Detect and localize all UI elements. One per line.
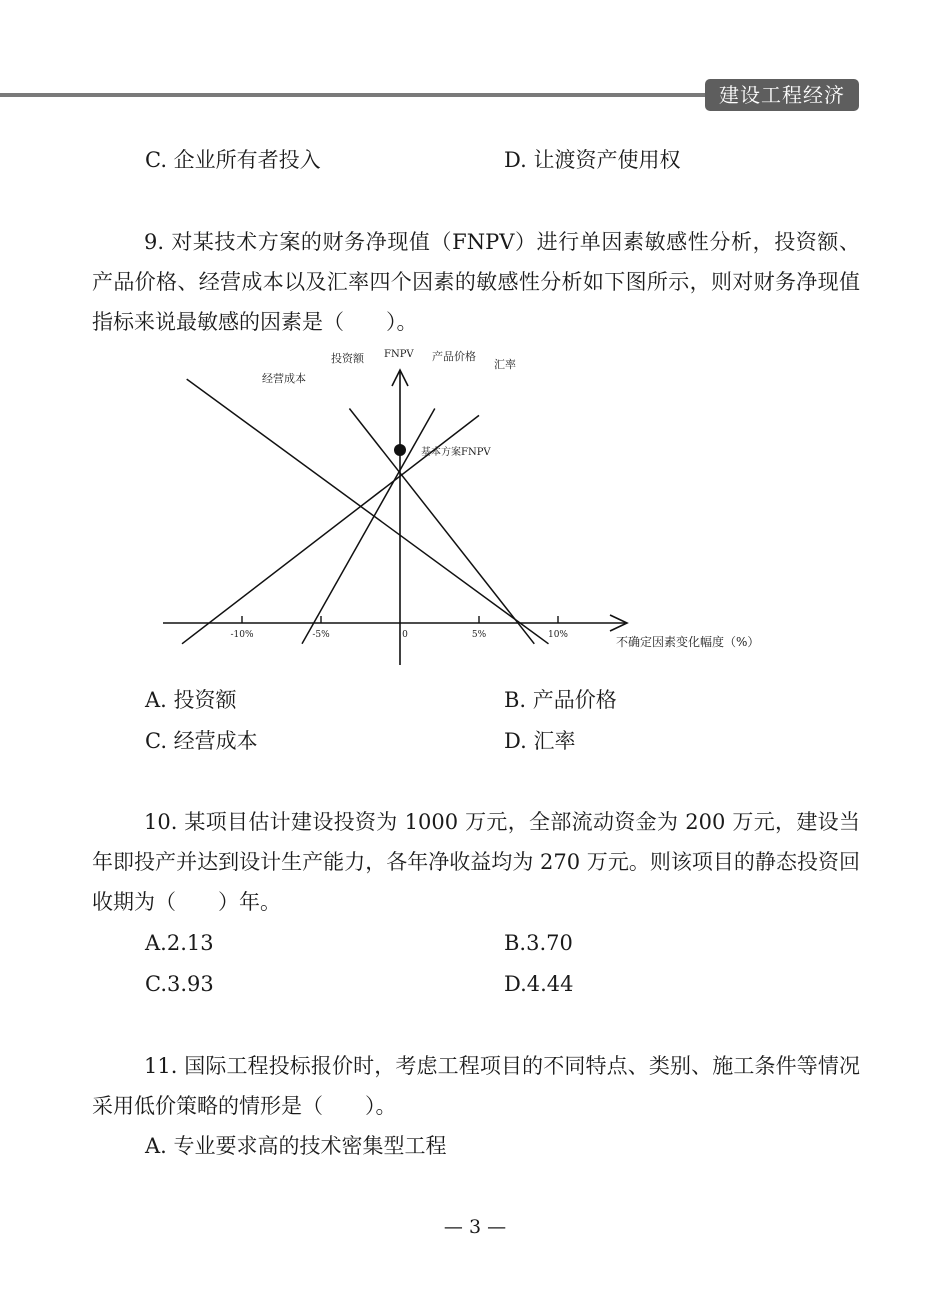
q10-option-d: D.4.44: [504, 972, 574, 996]
series-label-chanpin: 产品价格: [432, 350, 476, 363]
q11-question: 11. 国际工程投标报价时，考虑工程项目的不同特点、类别、施工条件等情况采用低价策略的情形是（ ）。: [92, 1054, 860, 1118]
q9-option-c: C. 经营成本: [145, 729, 258, 753]
base-point-label: 基本方案FNPV: [421, 447, 491, 458]
header-rule: [0, 93, 710, 97]
x-tick-label: 5%: [471, 630, 487, 640]
y-axis-label: FNPV: [384, 349, 414, 360]
x-tick-label: -10%: [230, 630, 254, 640]
q10-option-a: A.2.13: [145, 931, 214, 955]
q8-option-d: D. 让渡资产使用权: [504, 148, 681, 172]
q10-option-c: C.3.93: [145, 972, 214, 996]
series-line-jingying: [187, 379, 549, 644]
series-label-touzi: 投资额: [331, 352, 364, 365]
q10-option-b: B.3.70: [504, 931, 573, 955]
page-number: — 3 —: [443, 1216, 507, 1238]
x-axis-label: 不确定因素变化幅度（%）: [616, 635, 760, 649]
series-line-chanpin: [302, 409, 435, 644]
q10-question: 10. 某项目估计建设投资为 1000 万元，全部流动资金为 200 万元，建设当年即投产并达到设计生产能力，各年净收益均为 270 万元。则该项目的静态投资回收期为（ ）年。: [92, 810, 860, 914]
q9-option-b: B. 产品价格: [504, 688, 617, 712]
q8-option-c: C. 企业所有者投入: [145, 148, 321, 172]
x-tick-label: -5%: [312, 630, 330, 640]
x-tick-label: 0: [402, 630, 408, 640]
sensitivity-chart: [0, 340, 950, 670]
q11-option-a: A. 专业要求高的技术密集型工程: [145, 1134, 447, 1158]
series-label-huilv: 汇率: [494, 358, 516, 371]
header-badge: 建设工程经济: [705, 79, 859, 111]
q9-option-a: A. 投资额: [145, 688, 237, 712]
q9-option-d: D. 汇率: [504, 729, 576, 753]
series-label-jingying: 经营成本: [262, 372, 306, 385]
x-tick-label: 10%: [547, 630, 569, 640]
q9-question: 9. 对某技术方案的财务净现值（FNPV）进行单因素敏感性分析，投资额、产品价格、经营成本以及汇率四个因素的敏感性分析如下图所示，则对财务净现值指标来说最敏感的因素是（ ）。: [92, 230, 860, 334]
base-point: [394, 444, 406, 456]
